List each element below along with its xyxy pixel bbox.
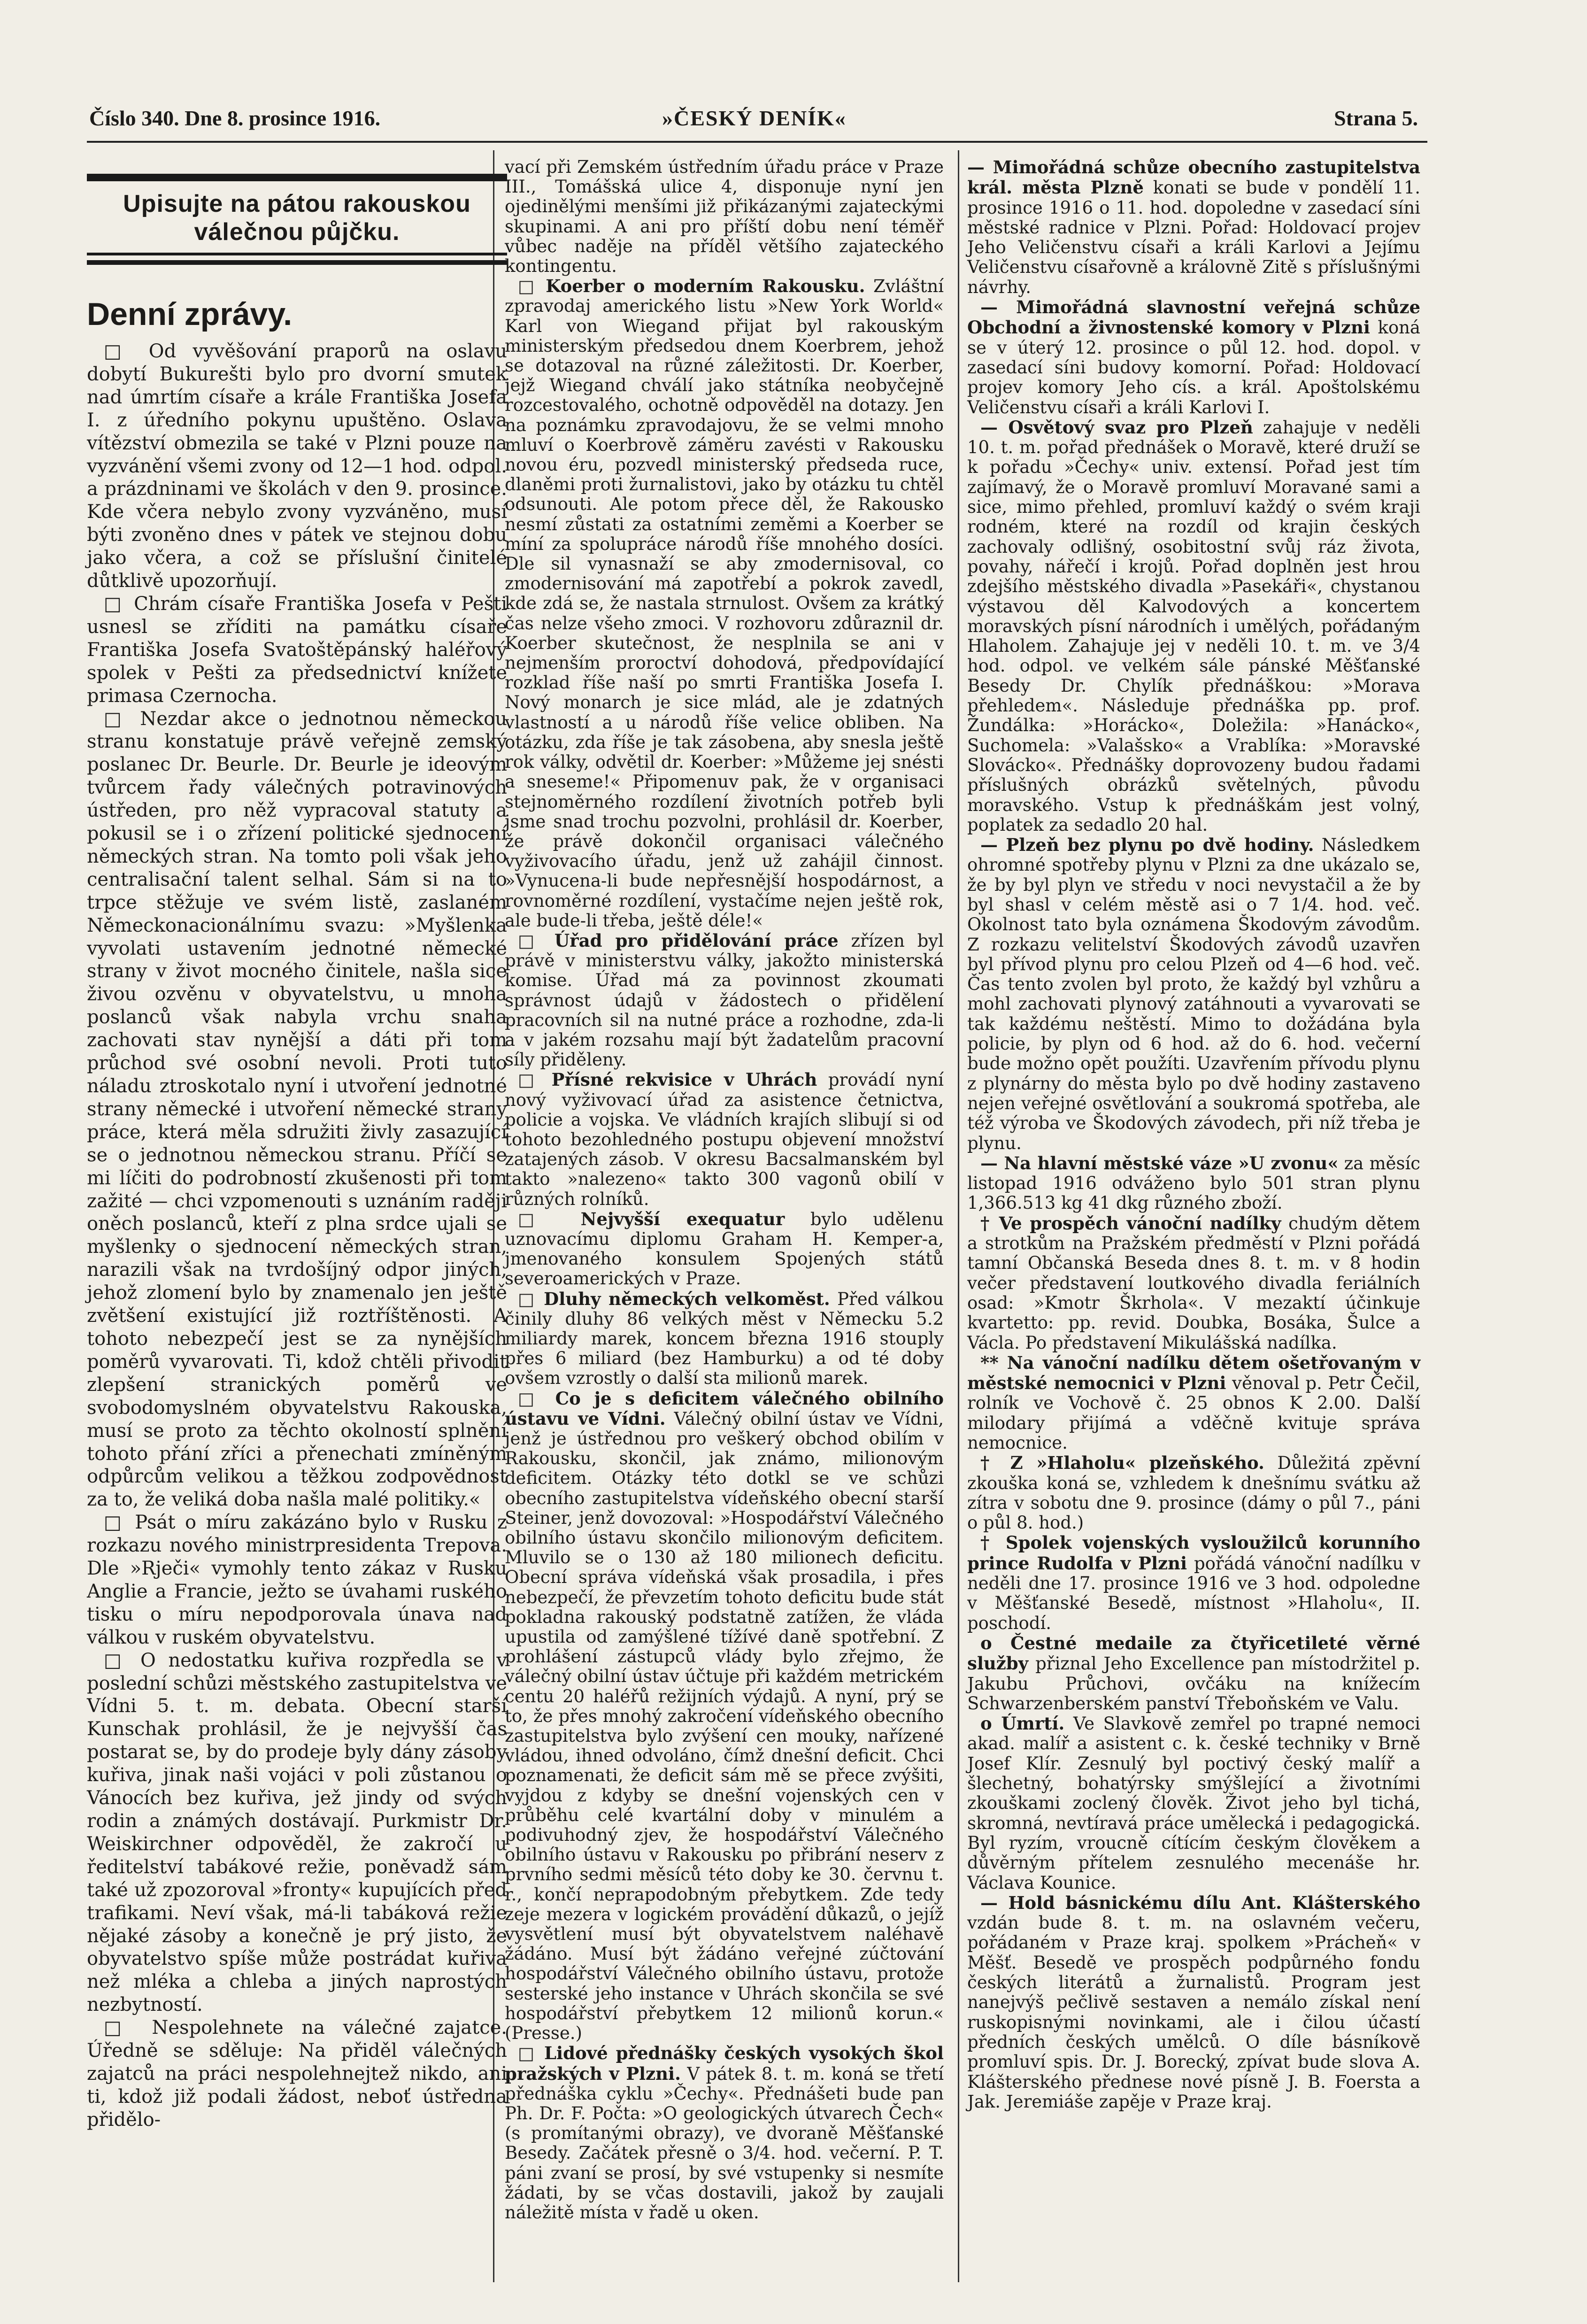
banner-line-2: válečnou půjčku. [194, 218, 400, 246]
article-paragraph [967, 1893, 1420, 2112]
article-paragraph [87, 2016, 507, 2131]
article-paragraph [87, 708, 507, 1512]
article-text: vací při Zemském ústředním úřadu práce v Praze III., Tomášská ulice 4, disponuje nyní jen ojedinělými menšími již přikázanými zajateckými skupinami. A ani pro příští dobu není téměř vůbec naděje na příděl většího zajateckého kontingentu. [505, 157, 944, 277]
banner-rule [87, 174, 507, 181]
war-loan-banner [87, 174, 507, 265]
article-headline: — Mimořádná schůze obecního zastupitelstva král. města Plzně [967, 157, 1420, 198]
article-paragraph [87, 1511, 507, 1649]
article-headline: † Spolek vojenských vysloužilců korunního prince Rudolfa v Plzni [967, 1532, 1420, 1574]
article-text: koná se v úterý 12. prosince o půl 12. hod. dopol. v zasedací síni budovy komorní. Pořad: Holdovací projev komory Jeho cís. a král. Apoštolskému Veličenstvu císaři a králi Karlovi I. [967, 317, 1420, 417]
article-paragraph [87, 340, 507, 593]
column-1-articles [87, 340, 507, 2131]
article-text: věnoval p. Petr Čečil, rolník ve Vochově č. 25 obnos K 2.00. Další milodary přijímá a vděčně kvituje správa nemocnice. [967, 1373, 1421, 1453]
banner-rule [87, 253, 507, 255]
banner-rule [87, 260, 507, 265]
masthead [89, 106, 1418, 139]
article-text: Následkem ohromné spotřeby plynu v Plzni za dne ukázalo se, že by byl plyn ve středu v noci nevystačil a že by byl shasl v celém městě asi o 7 1/4. hod. več. Okolnost tato byla oznámena Škodovým závodům. Z rozkazu velitelství Škodových závodů uzavřen byl přívod plynu pro celou Plzeň od 4—6 hod. več. Čas tento zvolen byl proto, že každý byl vzhůru a mohl zachovati plynový zatáhnouti a vyvarovati se tak každému neštěstí. Mimo to dožádána byla policie, by plyn od 6 hod. až do 6. hod. večerní bude možno opět použíti. Uzavřením přívodu plynu z plynárny do města bylo po dvě hodiny zastaveno nejen veřejné osvětlování a soukromá spotřeba, ale též výroba ve Škodových závodech, při níž třeba je plynu. [967, 835, 1420, 1153]
article-paragraph [87, 593, 507, 708]
article-text: bylo udělenu uznovacímu diplomu Graham H. Kemper-a, jmenovaného konsulem Spojených států severoamerických v Praze. [505, 1209, 944, 1289]
article-text: □ Chrám císaře Františka Josefa v Pešti usnesl se zříditi na památku císaře Františka Josefa Svatoštěpánský haléřový spolek v Pešti za předsednictví knížete primasa Czernocha. [87, 593, 507, 707]
article-paragraph [967, 1714, 1420, 1893]
issue-date: Číslo 340. Dne 8. prosince 1916. [89, 106, 381, 130]
article-paragraph [967, 1533, 1420, 1633]
article-headline: □ Koerber o moderním Rakousku. [518, 276, 865, 297]
article-headline: † Z »Hlaholu« plzeňského. [980, 1452, 1264, 1474]
article-text: zahajuje v neděli 10. t. m. pořad přednášek o Moravě, které druží se k pořadu »Čechy« univ. extensí. Pořad jest tím zajímavý, že o Moravě promluví Moravané sami a sice, mimo přehled, promluví každý o svém kraji rodném, které na rozdíl od krajin českých zachovaly odlišný, osobitostní svůj ráz života, povahy, nářečí i krojů. Pořad doplněn jest hrou zdejšího městského divadla »Pasekáři«, chystanou výstavou děl Kalvodových a koncertem moravských písní národních i umělých, pořádaným Hlaholem. Zahajuje jej v neděli 10. t. m. ve 3/4 hod. odpol. ve velkém sále pánské Měšťanské Besedy Dr. Chylík přednáškou: »Morava přehledem«. Následuje přednáška pp. prof. Žundálka: »Horácko«, Doležila: »Hanácko«, Suchomela: »Valašsko« a Vrablíka: »Moravské Slovácko«. Přednášky doprovozeny budou řadami příslušných obrázků světelných, původu moravského. Vstup k přednáškám jest volný, poplatek za sedadlo 20 hal. [967, 417, 1420, 835]
article-text: přiznal Jeho Excellence pan místodržitel p. Jakubu Průchovi, ovčáku na knížecím Schwarzenberském panství Třeboňském ve Valu. [967, 1653, 1420, 1714]
article-headline: □ Nejvyšší exequatur [518, 1208, 785, 1229]
article-paragraph [505, 1389, 944, 2044]
article-paragraph [967, 1453, 1420, 1533]
article-paragraph [505, 1209, 944, 1289]
article-paragraph [505, 931, 944, 1070]
article-paragraph [967, 1213, 1420, 1353]
article-headline: — Plzeň bez plynu po dvě hodiny. [980, 834, 1314, 856]
article-text: Před válkou činily dluhy 86 velkých měst v Německu 5.2 miliardy marek, koncem března 1916 stouply přes 6 miliard (bez Hamburku) a od té doby ovšem vzrostly o další sta milionů marek. [505, 1289, 944, 1389]
article-headline: □ Přísné rekvisice v Uhrách [518, 1069, 817, 1090]
column-2 [505, 157, 944, 2223]
column-divider [958, 150, 959, 2282]
article-text: Ve Slavkově zemřel po trapné nemoci akad. malíř a asistent c. k. české techniky v Brně Josef Klír. Zesnulý byl poctivý český malíř a šlechetný, bohatýrsky smýšlející a životními zkouškami zoclený člověk. Život jeho byl tichá, skromná, nevtíravá práce umělecká i pedagogická. Byl ryzím, vroucně cítícím českým člověkem a důvěrným přítelem zesnulého mecenáše hr. Václava Kounice. [967, 1714, 1420, 1893]
article-text: V pátek 8. t. m. koná se třetí přednáška cyklu »Čechy«. Přednášeti bude pan Ph. Dr. F. Počta: »O geologických útvarech Čech« (s promítanými obrazy), ve dvoraně Měšťanské Besedy. Začátek přesně o 3/4. hod. večerní. P. T. páni zvaní se prosí, by své vstupenky si nesmíte žádati, by se včas dostavili, jakož by zaujali náležitě místa v řadě u oken. [505, 2063, 944, 2223]
article-text: □ Nezdar akce o jednotnou německou stranu konstatuje právě veřejně zemský poslanec Dr. Beurle. Dr. Beurle je ideovým tvůrcem řady válečných potravinových ústředen, pro něž vypracoval statuty a pokusil se i o zřízení politické sjednocení německých stran. Na tomto poli však jeho centralisační talent selhal. Sám si na to trpce stěžuje ve svém listě, zaslaném Německonacionálnímu svazu: »Myšlenka vyvolati ustavením jednotné německé strany v život mocného činitele, našla sice živou ozvěnu v obyvatelstvu, u mnoha poslanců však nabyla vrchu snaha zachovati stav nynější a dáti při tom průchod své osobní nevoli. Proti tuto náladu ztroskotalo nyní i utvoření jednotné strany německé i utvoření německé strany práce, která měla sdružiti živly zasazující se o jednotnou německou stranu. Příčí se mi líčiti do podrobností zkušenosti při tom zažité — chci vzpomenouti s uznáním raději oněch poslanců, kteří z plna srdce ujali se myšlenky o sjednocení německých stran, narazili však na tvrdošíjný odpor jiných, jehož zlomení bylo by znamenalo jen ještě zvětšení existující již roztříštěnosti. A tohoto nebezpečí jest se za nynějších poměrů vyvarovati. Ti, kdož chtěli přivodit zlepšení stranických poměrů ve svobodomyslném obyvatelstvu Rakouska, musí se proto za těchto okolností splnění tohoto přání zříci a přenechati zmíněným odpůrcům velikou a těžkou zodpovědnost za to, že veliká doba našla malé politiky.« [87, 708, 507, 1511]
paper-name: »ČESKÝ DENÍK« [662, 106, 847, 130]
page-number: Strana 5. [1334, 106, 1418, 130]
article-text: □ Nespolehnete na válečné zajatce. Úředně se sděluje: Na přiděl válečných zajatců na práci nespolehnejtež nikdo, ani ti, kdož již podali žádost, neboť ústředna přidělo- [87, 2017, 507, 2131]
article-headline: o Úmrtí. [980, 1713, 1065, 1734]
article-headline: — Hold básnickému dílu Ant. Klášterského [980, 1892, 1420, 1913]
article-paragraph [87, 1649, 507, 2017]
article-text: vzdán bude 8. t. m. na oslavném večeru, pořádaném v Praze kraj. spolkem »Prácheň« v Měšť. Besedě ve prospěch podpůrného fondu českých literátů a žurnalistů. Program jest nanejvýš pečlivě sestaven a nemálo získal není ruskopisnými novinkami, ale i čilou účastí předních českých umělců. O díle básníkově promluví spis. Dr. J. Borecký, zpívat bude slova A. Klášterského přednese nové písně J. B. Foersta a Jak. Jeremiáše zapěje v Praze kraj. [967, 1913, 1420, 2112]
article-text: provádí nyní nový vyživovací úřad za asistence četnictva, policie a vojska. Ve vládních krajích slibují si od tohoto bezohledného postupu objevení množství zatajených zásob. V okresu Bacsalmanském byl takto »nalezeno« takto 300 vagonů obilí v různých rolníků. [505, 1070, 944, 1209]
article-headline: □ Lidové přednášky českých vysokých škol pražských v Plzni. [505, 2043, 944, 2084]
article-headline: o Čestné medaile za čtyřicetileté věrné služby [967, 1632, 1420, 1674]
article-text: zřízen byl právě v ministerstvu války, jakožto ministerská komise. Úřad má za povinnost zkoumati správnost údajů v žádostech o přidělení pracovních sil na nutné práce a rozhodne, zda-li a v jakém rozsahu mají být žadatelům pracovní síly přiděleny. [505, 930, 944, 1070]
article-text: pořádá vánoční nadílku v neděli dne 17. prosince 1916 ve 3 hod. odpoledne v Měšťanské Besedě, místnost »Hlaholu«, II. poschodí. [967, 1553, 1421, 1633]
masthead-rule [87, 141, 1427, 143]
column-3-articles [967, 157, 1420, 2112]
banner-line-1: Upisujte na pátou rakouskou [123, 190, 471, 217]
column-2-articles [505, 157, 944, 2223]
article-text: Důležitá zpěvní zkouška koná se, vzhledem k dnešnímu svátku až zítra v sobotu dne 9. prosince (dámy o půl 7., páni o půl 8. hod.) [967, 1453, 1420, 1533]
article-text: konati se bude v pondělí 11. prosince 1916 o 11. hod. dopoledne v zasedací síni městské radnice v Plzni. Pořad: Holdovací projev Jeho Veličenstvu císaři a králi Karlovi a Jejímu Veličenstvu císařovně a královně Zitě s příslušnými návrhy. [967, 178, 1420, 297]
section-heading: Denní zprávy. [87, 296, 293, 332]
article-headline: ** Na vánoční nadílku dětem ošetřovaným v městské nemocnici v Plzni [967, 1352, 1420, 1394]
article-paragraph [967, 1353, 1420, 1453]
article-paragraph [967, 1153, 1420, 1213]
article-text: Zvláštní zpravodaj amerického listu »New York World« Karl von Wiegand přijat byl rakouským ministerským předsedou dnem Koerbrem, jehož se dotazoval na různé záležitosti. Dr. Koerber, jejž Wiegand chválí jako státníka neobyčejně rozcestovalého, ochotně odpověděl na dotazy. Jen na poznámku zpravodajovu, že se velmi mnoho mluví o Koerbrově záměru zavésti v Rakousku novou éru, pozvedl ministerský předseda ruce, dlaněmi proti žurnalistovi, jako by otázku tu chtěl odsunouti. Ale potom přece děl, že Rakousko nesmí zůstati za ostatními zeměmi a Koerber se míní za spolupráce národů říše mnohého dosíci. Dle sil vynasnaží se aby zmodernisoval, co zmodernisování má zapotřebí a pokrok zavedl, kde zdá se, že nastala strnulost. Ovšem za krátký čas nelze všeho zmoci. V rozhovoru zdůraznil dr. Koerber skutečnost, že nesplnila se ani v nejmenším proroctví dohodová, předpovídající rozklad říše naší po smrti Františka Josefa I. Nový monarch je sice mlád, ale je zdatných vlastností a u národů říše velice obliben. Na otázku, zda říše je tak zásobena, aby snesla ještě rok války, odvětil dr. Koerber: »Můžeme jej snésti a sneseme!« Připomenuv pak, že v organisaci stejnoměrného rozdílení životních potřeb byli jsme snad trochu pozvolni, prohlásil dr. Koerber, že právě dokončil organisaci válečného vyživovacího úřadu, jenž už zahájil činnost. »Vynucena-li bude nepřesnější hospodárnost, a rovnoměrné rozdílení, vystačíme nejen ještě rok, ale bude-li třeba, ještě déle!« [505, 276, 944, 931]
article-headline: □ Co je s deficitem válečného obilního ústavu ve Vídni. [505, 1388, 944, 1429]
article-paragraph [967, 157, 1420, 297]
article-paragraph [505, 1070, 944, 1209]
article-text: za měsíc listopad 1916 odváženo bylo 501 stran plynu 1,366.513 kg 41 dkg různého zboží. [967, 1153, 1420, 1213]
column-3 [967, 157, 1420, 2112]
article-paragraph [505, 276, 944, 931]
article-text: □ O nedostatku kuřiva rozpředla se v poslední schůzi městského zastupitelstva ve Vídni 5. t. m. debata. Obecní starší Kunschak prohlásil, že je nejvyšší čas postarat se, by do prodeje byly dány zásoby kuřiva, jinak naši vojáci v poli zůstanou o Vánocích bez kuřiva, jež jindy od svých rodin a známých dostávají. Purkmistr Dr. Weiskirchner odpověděl, že zakročí u ředitelství tabákové režie, poněvadž sám také už zpozoroval »fronty« kupujících před trafikami. Neví však, má-li tabáková režie nějaké zásoby a konečně je prý jisto, že obyvatelstvo spíše může postrádat kuřiva než mléka a chleba a jiných naprostých nezbytností. [87, 1649, 507, 2016]
article-text: Válečný obilní ústav ve Vídni, jenž je ústřednou pro veškerý obchod obilím v Rakousku, skončil, jak známo, milionovým deficitem. Otázky této dotkl se ve schůzi obecního zastupitelstva vídeňského obecní starší Steiner, jenž dovozoval: »Hospodářství Válečného obilního ústavu skončilo milionovým deficitem. Mluvilo se o 130 až 180 milionech deficitu. Obecní správa vídeňská však prosadila, i přes nebezpečí, že převzetím tohoto deficitu bude stát pokladna rakouský podstatně zatížen, že vláda upustila od zamýšlené tížívé daně spotřební. Z prohlášení zástupců vlády bylo zřejmo, že válečný obilní ústav účtuje při každém metrickém centu 20 haléřů režijních výdajů. A nyní, prý se to, že přes mnohý zakročení vídeňského obecního zastupitelstva bylo zvýšení cen mouky, nařízené vládou, ihned odvoláno, čímž dnešní deficit. Chci poznamenati, že deficit sám mě se přece zvýšiti, vyjdou z kdyby se dnešní vojenských cen v průběhu celé kvartální doby v minulém a podivuhodný zjev, že hospodářství Válečného obilního ústavu v Rakousku po přibrání neserv z prvního sedmi měsíců této doby ke 30. červnu t. r., končí neprapodobným přebytkem. Zde tedy zeje mezera v logickém provádění důkazů, o jejíž vysvětlení musí být obyvatelstvem naléhavě žádáno. Musí být žádáno veřejné zúčtování hospodářství Válečného obilního ústavu, protože sesterské jeho instance v Uhrách skončila se své hospodářství přebytkem 12 milionů korun.« (Presse.) [505, 1408, 944, 2044]
article-text: □ Od vyvěšování praporů na oslavu dobytí Bukurešti bylo pro dvorní smutek nad úmrtím císaře a krále Františka Josefa I. z úředního pokynu upuštěno. Oslava vítězství obmezila se také v Plzni pouze na vyzvánění všemi zvony od 12—1 hod. odpol. a prázdninami ve školách v den 9. prosince. Kde včera nebylo zvony vyzváněno, musí býti zvoněno dnes v pátek ve stejnou dobu jako včera, a což se příslušní činitelé důtklivě upozorňují. [87, 340, 507, 592]
column-1 [87, 155, 507, 2131]
article-text: □ Psát o míru zakázáno bylo v Rusku z rozkazu nového ministrpresidenta Trepova. Dle »Rječi« vymohly tento zákaz v Rusku Anglie a Francie, ježto se úvahami ruského tisku o míru nepodporovala únava nad válkou v ruském obyvatelstvu. [87, 1512, 507, 1648]
article-paragraph [967, 1633, 1420, 1714]
article-paragraph [967, 417, 1420, 835]
article-headline: □ Dluhy německých velkoměst. [518, 1288, 830, 1309]
article-headline: — Na hlavní městské váze »U zvonu« [980, 1152, 1339, 1174]
article-headline: — Osvětový svaz pro Plzeň [980, 417, 1253, 438]
article-paragraph [505, 1289, 944, 1389]
article-paragraph [967, 835, 1420, 1153]
article-paragraph [967, 297, 1420, 417]
article-paragraph [505, 2043, 944, 2223]
article-headline: □ Úřad pro přidělování práce [518, 930, 839, 951]
article-headline: — Mimořádná slavnostní veřejná schůze Obchodní a živnostenské komory v Plzni [967, 297, 1420, 338]
article-headline: † Ve prospěch vánoční nadílky [980, 1212, 1281, 1234]
article-paragraph [505, 157, 944, 276]
article-text: chudým dětem a strotkům na Pražském předměstí v Plzni pořádá tamní Občanská Beseda dnes 8. t. m. v 8 hodin večer představení loutkového divadla feriálních osad: »Kmotr Škrhola«. V mezaktí účinkuje kvartetto: pp. revid. Doubka, Bosáka, Šulce a Václa. Po představení Mikulášská nadílka. [967, 1213, 1420, 1353]
